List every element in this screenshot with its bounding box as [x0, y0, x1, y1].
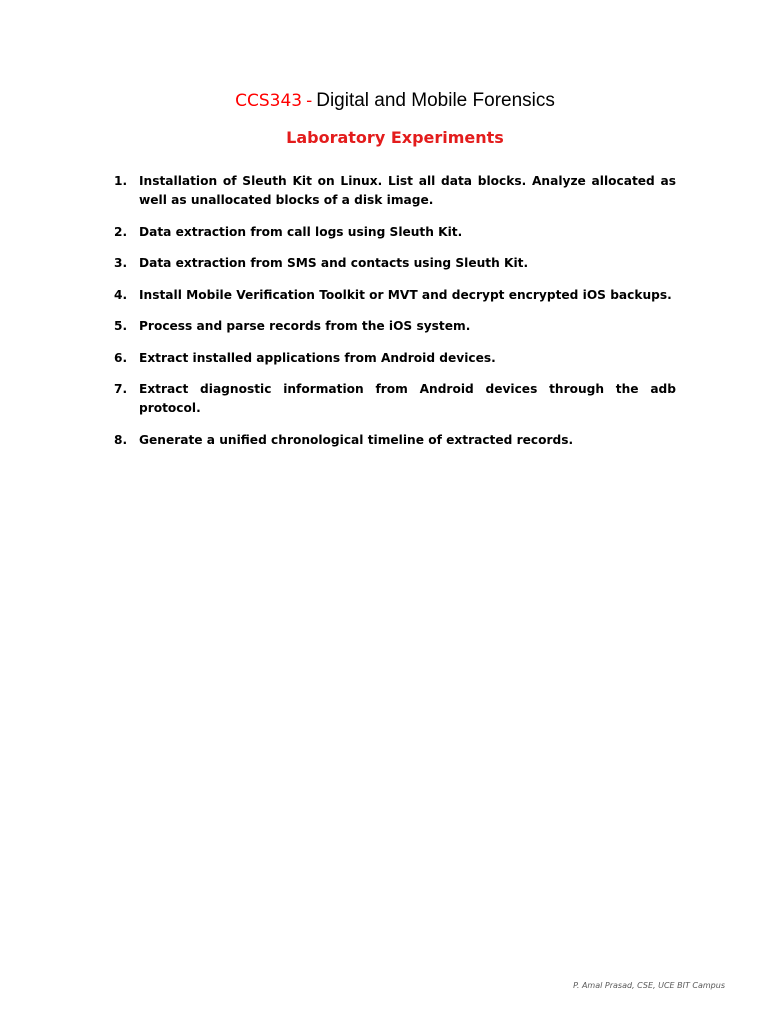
experiment-item [114, 172, 676, 210]
experiment-text: Install Mobile Verification Toolkit or MVT and decrypt encrypted iOS backups. [139, 287, 672, 302]
experiment-item [114, 286, 676, 305]
experiment-number: 8. [114, 432, 128, 447]
experiment-item [114, 223, 676, 242]
experiment-number: 5. [114, 319, 128, 333]
experiment-number: 7. [114, 382, 128, 396]
experiment-number: 1. [114, 174, 128, 188]
page-title [0, 88, 768, 114]
experiment-item [114, 254, 676, 273]
page-subtitle: Laboratory Experiments [286, 128, 504, 147]
experiment-text: Generate a unified chronological timeline of extracted records. [139, 432, 574, 447]
experiment-item [114, 349, 676, 368]
experiment-text: Installation of Sleuth Kit on Linux. List all data blocks. Analyze allocated as well as unallocated blocks of a disk image. [139, 174, 676, 207]
experiment-text: Data extraction from SMS and contacts using Sleuth Kit. [139, 256, 529, 270]
experiment-number: 4. [114, 287, 128, 302]
experiment-text: Data extraction from call logs using Sleuth Kit. [139, 224, 463, 239]
footer-credit: P. Amal Prasad, CSE, UCE BIT Campus [573, 981, 725, 990]
experiment-number: 6. [114, 350, 128, 365]
experiment-text: Extract installed applications from Android devices. [139, 350, 496, 365]
experiment-number: 3. [114, 256, 128, 270]
experiment-number: 2. [114, 224, 128, 239]
experiment-text: Extract diagnostic information from Android devices through the adb protocol. [139, 382, 676, 415]
experiment-text: Process and parse records from the iOS system. [139, 319, 471, 333]
title-separator: - [306, 91, 313, 111]
experiment-item [114, 431, 676, 450]
experiment-list [114, 172, 676, 462]
experiment-item [114, 317, 676, 336]
course-code: CCS343 [235, 91, 303, 111]
experiment-item [114, 380, 676, 418]
course-name: Digital and Mobile Forensics [316, 90, 555, 111]
